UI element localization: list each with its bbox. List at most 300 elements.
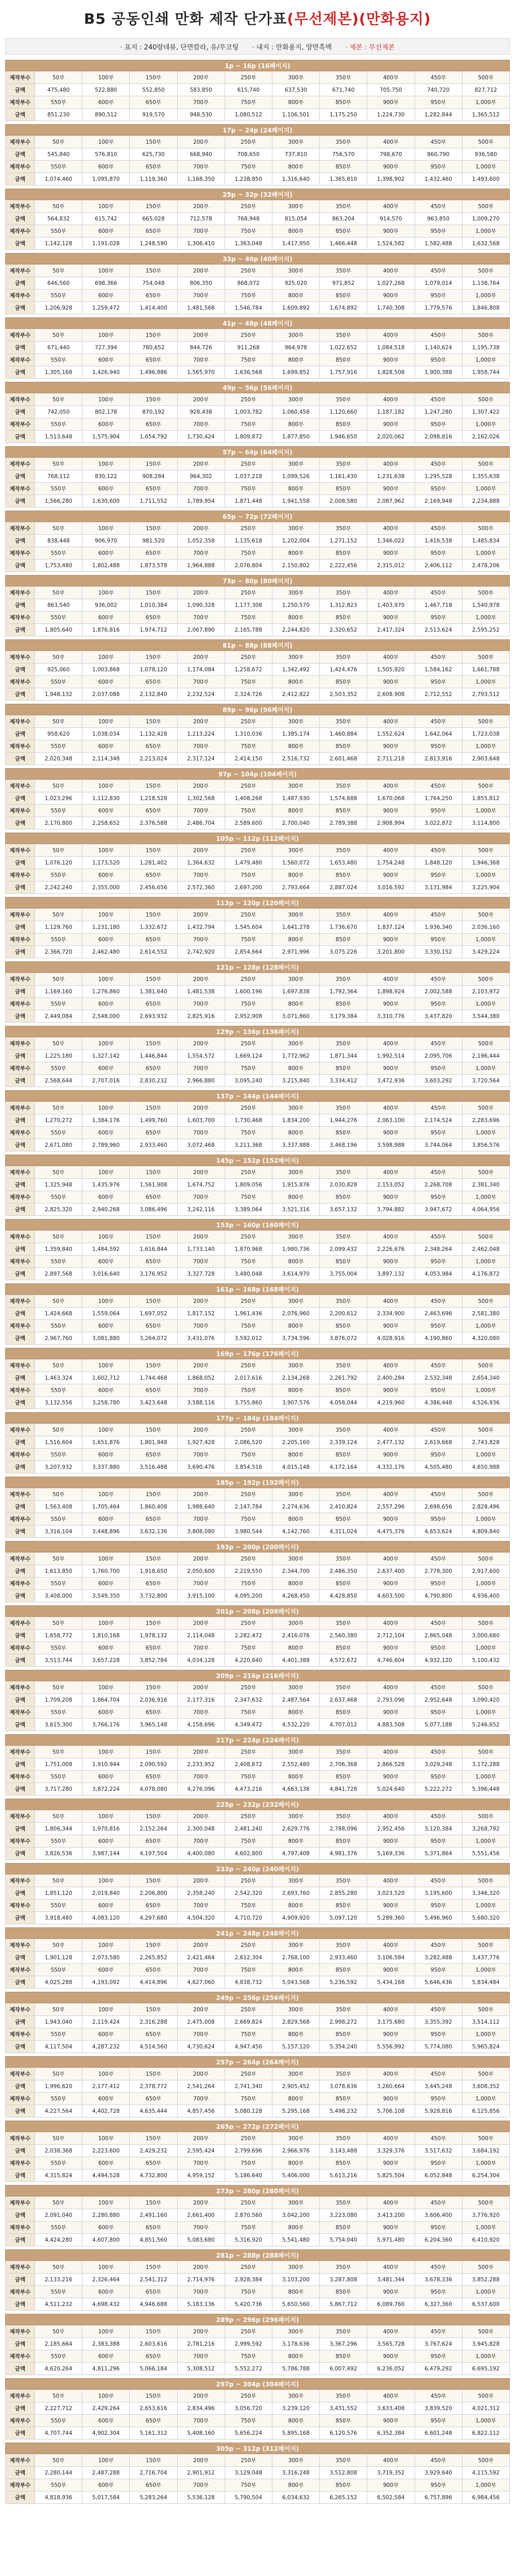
price-cell: 2,789,388 xyxy=(320,817,367,829)
quantity-cell: 450부 xyxy=(415,329,462,342)
price-cell: 3,603,292 xyxy=(415,1075,462,1087)
quantity-cell: 650부 xyxy=(130,1642,177,1654)
quantity-cell: 850부 xyxy=(320,1706,367,1719)
price-row xyxy=(6,1332,510,1345)
quantity-cell: 300부 xyxy=(272,72,319,84)
qty-row xyxy=(6,2222,510,2234)
quantity-cell: 850부 xyxy=(320,1320,367,1332)
quantity-cell: 850부 xyxy=(320,2028,367,2041)
section-header: 297p ~ 304p (304페이지) xyxy=(5,2378,510,2389)
price-cell: 1,792,364 xyxy=(320,986,367,998)
price-cell: 3,767,624 xyxy=(415,2338,462,2350)
price-cell: 2,242,240 xyxy=(35,882,82,894)
quantity-cell: 700부 xyxy=(177,1706,225,1719)
price-cell: 5,895,168 xyxy=(272,2427,319,2439)
price-row xyxy=(6,2105,510,2117)
quantity-cell: 450부 xyxy=(415,1488,462,1501)
title-main: B5 공동인쇄 만화 제작 단가표 xyxy=(84,10,287,27)
price-cell: 1,169,160 xyxy=(35,986,82,998)
price-cell: 963,850 xyxy=(415,213,462,225)
qty-row xyxy=(6,394,510,406)
quantity-cell: 750부 xyxy=(225,740,272,753)
price-grid xyxy=(5,2389,510,2439)
price-cell: 1,870,968 xyxy=(225,1243,272,1256)
section-header: 89p ~ 96p (96페이지) xyxy=(5,704,510,715)
quantity-cell: 250부 xyxy=(225,1939,272,1952)
price-cell: 2,712,552 xyxy=(415,688,462,701)
quantity-cell: 50부 xyxy=(35,2197,82,2209)
price-cell: 2,219,550 xyxy=(225,1565,272,1578)
price-cell: 4,959,152 xyxy=(177,2170,225,2182)
qty-row xyxy=(6,136,510,148)
price-cell: 4,197,504 xyxy=(130,1848,177,1860)
quantity-cell: 950부 xyxy=(415,290,462,302)
quantity-cell: 950부 xyxy=(415,1320,462,1332)
price-section xyxy=(5,1799,510,1860)
price-cell: 3,131,984 xyxy=(415,882,462,894)
price-cell: 3,431,552 xyxy=(320,2402,367,2415)
quantity-cell: 950부 xyxy=(415,96,462,109)
quantity-cell: 900부 xyxy=(367,1384,415,1397)
row-label: 금액 xyxy=(6,946,35,958)
quantity-cell: 950부 xyxy=(415,2157,462,2170)
quantity-cell: 50부 xyxy=(35,909,82,921)
price-cell: 3,215,840 xyxy=(272,1075,319,1087)
price-cell: 2,324,726 xyxy=(225,688,272,701)
price-row xyxy=(6,1654,510,1667)
quantity-cell: 850부 xyxy=(320,740,367,753)
row-label: 제작부수 xyxy=(6,354,35,366)
price-grid xyxy=(5,1681,510,1731)
quantity-cell: 1,000부 xyxy=(462,612,509,624)
quantity-cell: 550부 xyxy=(35,2286,82,2298)
row-label: 제작부수 xyxy=(6,2222,35,2234)
price-cell: 1,974,712 xyxy=(130,624,177,636)
section-header: 185p ~ 192p (192페이지) xyxy=(5,1477,510,1488)
price-cell: 4,494,528 xyxy=(82,2170,130,2182)
price-cell: 1,837,124 xyxy=(367,921,415,934)
quantity-cell: 850부 xyxy=(320,2093,367,2105)
price-cell: 1,779,576 xyxy=(415,302,462,314)
quantity-cell: 450부 xyxy=(415,136,462,148)
quantity-cell: 750부 xyxy=(225,1964,272,1976)
price-cell: 802,178 xyxy=(82,406,130,418)
quantity-cell: 150부 xyxy=(130,780,177,792)
price-cell: 1,175,250 xyxy=(320,109,367,121)
price-cell: 4,095,200 xyxy=(225,1590,272,1602)
price-section xyxy=(5,1541,510,1602)
quantity-cell: 450부 xyxy=(415,2068,462,2080)
price-cell: 3,287,808 xyxy=(320,2274,367,2286)
quantity-cell: 400부 xyxy=(367,587,415,599)
row-label: 제작부수 xyxy=(6,1875,35,1887)
price-cell: 3,042,200 xyxy=(272,2209,319,2222)
price-cell: 3,310,776 xyxy=(367,1010,415,1023)
price-cell: 4,797,408 xyxy=(272,1848,319,1860)
quantity-cell: 150부 xyxy=(130,1488,177,1501)
price-cell: 815,054 xyxy=(272,213,319,225)
price-cell: 2,581,380 xyxy=(462,1308,509,1320)
price-cell: 1,195,738 xyxy=(462,342,509,354)
row-label: 제작부수 xyxy=(6,973,35,986)
quantity-cell: 100부 xyxy=(82,651,130,664)
price-cell: 727,394 xyxy=(82,342,130,354)
qty-row xyxy=(6,458,510,470)
price-cell: 5,080,128 xyxy=(225,2105,272,2117)
price-cell: 4,981,376 xyxy=(320,1848,367,1860)
price-cell: 2,326,464 xyxy=(82,2274,130,2286)
row-label: 제작부수 xyxy=(6,1771,35,1783)
quantity-cell: 950부 xyxy=(415,354,462,366)
quantity-cell: 800부 xyxy=(272,418,319,431)
price-grid xyxy=(5,2261,510,2311)
quantity-cell: 900부 xyxy=(367,2028,415,2041)
price-cell: 1,327,142 xyxy=(82,1050,130,1062)
price-cell: 1,003,868 xyxy=(82,664,130,676)
price-row xyxy=(6,1179,510,1191)
price-cell: 1,632,568 xyxy=(462,238,509,250)
section-header: 17p ~ 24p (24페이지) xyxy=(5,124,510,135)
price-cell: 3,592,012 xyxy=(225,1332,272,1345)
quantity-cell: 800부 xyxy=(272,96,319,109)
price-cell: 2,829,568 xyxy=(272,2016,319,2028)
price-cell: 754,048 xyxy=(130,277,177,290)
price-cell: 1,078,120 xyxy=(130,664,177,676)
price-cell: 4,746,604 xyxy=(367,1654,415,1667)
section-header: 305p ~ 312p (312페이지) xyxy=(5,2443,510,2454)
price-cell: 2,557,296 xyxy=(367,1501,415,1513)
price-cell: 698,366 xyxy=(82,277,130,290)
quantity-cell: 150부 xyxy=(130,136,177,148)
quantity-cell: 750부 xyxy=(225,612,272,624)
price-cell: 2,933,460 xyxy=(320,1952,367,1964)
quantity-cell: 700부 xyxy=(177,998,225,1010)
quantity-cell: 550부 xyxy=(35,740,82,753)
price-grid xyxy=(5,1810,510,1860)
price-cell: 3,945,828 xyxy=(462,2338,509,2350)
quantity-cell: 500부 xyxy=(462,1875,509,1887)
qty-row xyxy=(6,418,510,431)
row-label: 금액 xyxy=(6,213,35,225)
quantity-cell: 950부 xyxy=(415,2093,462,2105)
quantity-cell: 300부 xyxy=(272,844,319,857)
price-cell: 1,281,402 xyxy=(130,857,177,869)
price-cell: 4,698,432 xyxy=(82,2298,130,2311)
quantity-cell: 550부 xyxy=(35,1127,82,1139)
price-row xyxy=(6,2338,510,2350)
quantity-cell: 900부 xyxy=(367,1191,415,1204)
price-cell: 5,551,456 xyxy=(462,1848,509,1860)
quantity-cell: 350부 xyxy=(320,2132,367,2145)
price-cell: 3,808,080 xyxy=(177,1526,225,1538)
section-header: 57p ~ 64p (64페이지) xyxy=(5,446,510,457)
row-label: 제작부수 xyxy=(6,1682,35,1694)
price-cell: 2,697,200 xyxy=(225,882,272,894)
quantity-cell: 750부 xyxy=(225,1256,272,1268)
price-cell: 2,414,150 xyxy=(225,753,272,765)
price-cell: 1,080,512 xyxy=(225,109,272,121)
quantity-cell: 300부 xyxy=(272,1746,319,1758)
price-cell: 4,902,304 xyxy=(82,2427,130,2439)
quantity-cell: 150부 xyxy=(130,1553,177,1565)
price-cell: 1,757,916 xyxy=(320,366,367,379)
price-cell: 2,153,052 xyxy=(367,1179,415,1191)
price-cell: 3,852,784 xyxy=(130,1654,177,1667)
price-cell: 3,517,632 xyxy=(415,2145,462,2157)
price-sections xyxy=(5,60,510,2504)
quantity-cell: 450부 xyxy=(415,973,462,986)
row-label: 금액 xyxy=(6,817,35,829)
quantity-cell: 350부 xyxy=(320,1295,367,1308)
quantity-cell: 1,000부 xyxy=(462,2415,509,2427)
quantity-cell: 100부 xyxy=(82,2261,130,2274)
section-header: 241p ~ 248p (248페이지) xyxy=(5,1927,510,1939)
quantity-cell: 750부 xyxy=(225,2028,272,2041)
price-cell: 1,927,428 xyxy=(177,1436,225,1449)
price-cell: 522,880 xyxy=(82,84,130,96)
qty-row xyxy=(6,2132,510,2145)
price-cell: 2,999,592 xyxy=(225,2338,272,2350)
quantity-cell: 1,000부 xyxy=(462,96,509,109)
quantity-cell: 750부 xyxy=(225,676,272,688)
quantity-cell: 150부 xyxy=(130,200,177,213)
quantity-cell: 750부 xyxy=(225,2157,272,2170)
price-row xyxy=(6,2209,510,2222)
quantity-cell: 450부 xyxy=(415,394,462,406)
price-cell: 1,901,128 xyxy=(35,1952,82,1964)
row-label: 제작부수 xyxy=(6,547,35,560)
quantity-cell: 500부 xyxy=(462,973,509,986)
quantity-cell: 100부 xyxy=(82,1231,130,1243)
price-row xyxy=(6,109,510,121)
quantity-cell: 850부 xyxy=(320,354,367,366)
quantity-cell: 400부 xyxy=(367,2004,415,2016)
price-cell: 4,909,920 xyxy=(272,1912,319,1924)
row-label: 제작부수 xyxy=(6,200,35,213)
price-cell: 2,966,880 xyxy=(177,1075,225,1087)
price-cell: 1,709,208 xyxy=(35,1694,82,1706)
price-cell: 2,903,648 xyxy=(462,753,509,765)
section-header: 177p ~ 184p (184페이지) xyxy=(5,1412,510,1423)
quantity-cell: 950부 xyxy=(415,1706,462,1719)
quantity-cell: 550부 xyxy=(35,418,82,431)
quantity-cell: 250부 xyxy=(225,2326,272,2338)
quantity-cell: 550부 xyxy=(35,2093,82,2105)
price-cell: 5,097,120 xyxy=(320,1912,367,1924)
price-cell: 708,650 xyxy=(225,148,272,161)
row-label: 제작부수 xyxy=(6,587,35,599)
row-label: 금액 xyxy=(6,599,35,612)
quantity-cell: 1,000부 xyxy=(462,1127,509,1139)
price-cell: 1,408,268 xyxy=(225,792,272,805)
price-cell: 2,283,696 xyxy=(462,1114,509,1127)
qty-row xyxy=(6,934,510,946)
price-cell: 4,276,096 xyxy=(177,1783,225,1795)
quantity-cell: 1,000부 xyxy=(462,418,509,431)
quantity-cell: 550부 xyxy=(35,2222,82,2234)
quantity-cell: 750부 xyxy=(225,2350,272,2363)
quantity-cell: 300부 xyxy=(272,2197,319,2209)
quantity-cell: 50부 xyxy=(35,2454,82,2467)
price-cell: 1,603,700 xyxy=(177,1114,225,1127)
quantity-cell: 1,000부 xyxy=(462,354,509,366)
price-cell: 2,700,040 xyxy=(272,817,319,829)
quantity-cell: 50부 xyxy=(35,2326,82,2338)
quantity-cell: 550부 xyxy=(35,290,82,302)
quantity-cell: 100부 xyxy=(82,1746,130,1758)
price-cell: 3,513,744 xyxy=(35,1654,82,1667)
quantity-cell: 950부 xyxy=(415,161,462,173)
quantity-cell: 100부 xyxy=(82,1682,130,1694)
price-cell: 2,552,480 xyxy=(272,1758,319,1771)
price-cell: 1,414,400 xyxy=(130,302,177,314)
row-label: 제작부수 xyxy=(6,1900,35,1912)
price-cell: 2,653,616 xyxy=(130,2402,177,2415)
quantity-cell: 750부 xyxy=(225,290,272,302)
price-cell: 3,143,488 xyxy=(320,2145,367,2157)
quantity-cell: 400부 xyxy=(367,458,415,470)
quantity-cell: 50부 xyxy=(35,458,82,470)
quantity-cell: 150부 xyxy=(130,2132,177,2145)
price-cell: 2,316,288 xyxy=(130,2016,177,2028)
quantity-cell: 900부 xyxy=(367,1771,415,1783)
price-cell: 6,236,052 xyxy=(367,2363,415,2375)
quantity-cell: 1,000부 xyxy=(462,1384,509,1397)
quantity-cell: 850부 xyxy=(320,2157,367,2170)
row-label: 제작부수 xyxy=(6,844,35,857)
price-cell: 5,556,992 xyxy=(367,2041,415,2053)
price-cell: 1,342,492 xyxy=(272,664,319,676)
quantity-cell: 550부 xyxy=(35,483,82,495)
quantity-cell: 400부 xyxy=(367,72,415,84)
quantity-cell: 950부 xyxy=(415,1964,462,1976)
quantity-cell: 100부 xyxy=(82,1810,130,1823)
price-cell: 1,225,180 xyxy=(35,1050,82,1062)
price-cell: 6,695,192 xyxy=(462,2363,509,2375)
price-cell: 906,970 xyxy=(82,535,130,547)
qty-row xyxy=(6,225,510,238)
section-header: 217p ~ 224p (224페이지) xyxy=(5,1734,510,1745)
quantity-cell: 700부 xyxy=(177,1256,225,1268)
qty-row xyxy=(6,1102,510,1114)
quantity-cell: 700부 xyxy=(177,2222,225,2234)
price-row xyxy=(6,624,510,636)
price-cell: 1,009,270 xyxy=(462,213,509,225)
price-cell: 1,365,512 xyxy=(462,109,509,121)
price-cell: 1,325,948 xyxy=(35,1179,82,1191)
price-row xyxy=(6,238,510,250)
price-cell: 4,936,400 xyxy=(462,1590,509,1602)
price-cell: 3,264,072 xyxy=(130,1332,177,1345)
quantity-cell: 650부 xyxy=(130,354,177,366)
price-row xyxy=(6,946,510,958)
quantity-cell: 750부 xyxy=(225,869,272,882)
price-cell: 3,327,728 xyxy=(177,1268,225,1280)
price-cell: 1,206,928 xyxy=(35,302,82,314)
price-cell: 768,948 xyxy=(225,213,272,225)
quantity-cell: 600부 xyxy=(82,1127,130,1139)
quantity-cell: 700부 xyxy=(177,161,225,173)
quantity-cell: 250부 xyxy=(225,1553,272,1565)
row-label: 제작부수 xyxy=(6,1488,35,1501)
quantity-cell: 750부 xyxy=(225,1191,272,1204)
price-row xyxy=(6,2274,510,2286)
row-label: 제작부수 xyxy=(6,2479,35,2492)
qty-row xyxy=(6,1295,510,1308)
price-cell: 1,112,830 xyxy=(82,792,130,805)
quantity-cell: 550부 xyxy=(35,1771,82,1783)
quantity-cell: 500부 xyxy=(462,136,509,148)
quantity-cell: 850부 xyxy=(320,1062,367,1075)
price-grid xyxy=(5,1874,510,1924)
price-cell: 3,907,576 xyxy=(272,1397,319,1409)
quantity-cell: 250부 xyxy=(225,1360,272,1372)
price-grid xyxy=(5,844,510,894)
qty-row xyxy=(6,96,510,109)
quantity-cell: 200부 xyxy=(177,651,225,664)
row-label: 금액 xyxy=(6,1332,35,1345)
price-cell: 3,268,792 xyxy=(462,1823,509,1835)
price-cell: 2,714,976 xyxy=(177,2274,225,2286)
price-cell: 3,016,592 xyxy=(367,882,415,894)
row-label: 금액 xyxy=(6,277,35,290)
row-label: 제작부수 xyxy=(6,612,35,624)
quantity-cell: 500부 xyxy=(462,1553,509,1565)
quantity-cell: 550부 xyxy=(35,354,82,366)
price-row xyxy=(6,2427,510,2439)
price-cell: 3,337,888 xyxy=(272,1139,319,1151)
price-cell: 1,305,168 xyxy=(35,366,82,379)
price-cell: 5,371,864 xyxy=(415,1848,462,1860)
quantity-cell: 750부 xyxy=(225,1642,272,1654)
quantity-cell: 100부 xyxy=(82,394,130,406)
quantity-cell: 1,000부 xyxy=(462,2286,509,2298)
row-label: 제작부수 xyxy=(6,2028,35,2041)
quantity-cell: 400부 xyxy=(367,1295,415,1308)
row-label: 금액 xyxy=(6,1179,35,1191)
quantity-cell: 450부 xyxy=(415,2390,462,2402)
price-section xyxy=(5,60,510,121)
price-cell: 2,103,972 xyxy=(462,986,509,998)
price-cell: 1,052,358 xyxy=(177,535,225,547)
price-cell: 1,432,460 xyxy=(415,173,462,185)
quantity-cell: 900부 xyxy=(367,1835,415,1848)
price-row xyxy=(6,2234,510,2246)
price-row xyxy=(6,84,510,96)
price-cell: 851,230 xyxy=(35,109,82,121)
price-row xyxy=(6,1268,510,1280)
price-cell: 1,900,388 xyxy=(415,366,462,379)
quantity-cell: 900부 xyxy=(367,1127,415,1139)
price-row xyxy=(6,1243,510,1256)
price-cell: 1,609,892 xyxy=(272,302,319,314)
price-cell: 615,742 xyxy=(82,213,130,225)
row-label: 제작부수 xyxy=(6,522,35,535)
price-section xyxy=(5,768,510,829)
price-cell: 6,479,292 xyxy=(415,2363,462,2375)
quantity-cell: 300부 xyxy=(272,2261,319,2274)
quantity-cell: 850부 xyxy=(320,869,367,882)
quantity-cell: 450부 xyxy=(415,716,462,728)
spec-note: · 제본 : 무선제본 xyxy=(345,43,395,52)
quantity-cell: 100부 xyxy=(82,973,130,986)
quantity-cell: 150부 xyxy=(130,458,177,470)
price-cell: 1,764,250 xyxy=(415,792,462,805)
quantity-cell: 150부 xyxy=(130,394,177,406)
quantity-cell: 350부 xyxy=(320,909,367,921)
price-cell: 1,560,072 xyxy=(272,857,319,869)
price-cell: 2,008,580 xyxy=(320,495,367,507)
